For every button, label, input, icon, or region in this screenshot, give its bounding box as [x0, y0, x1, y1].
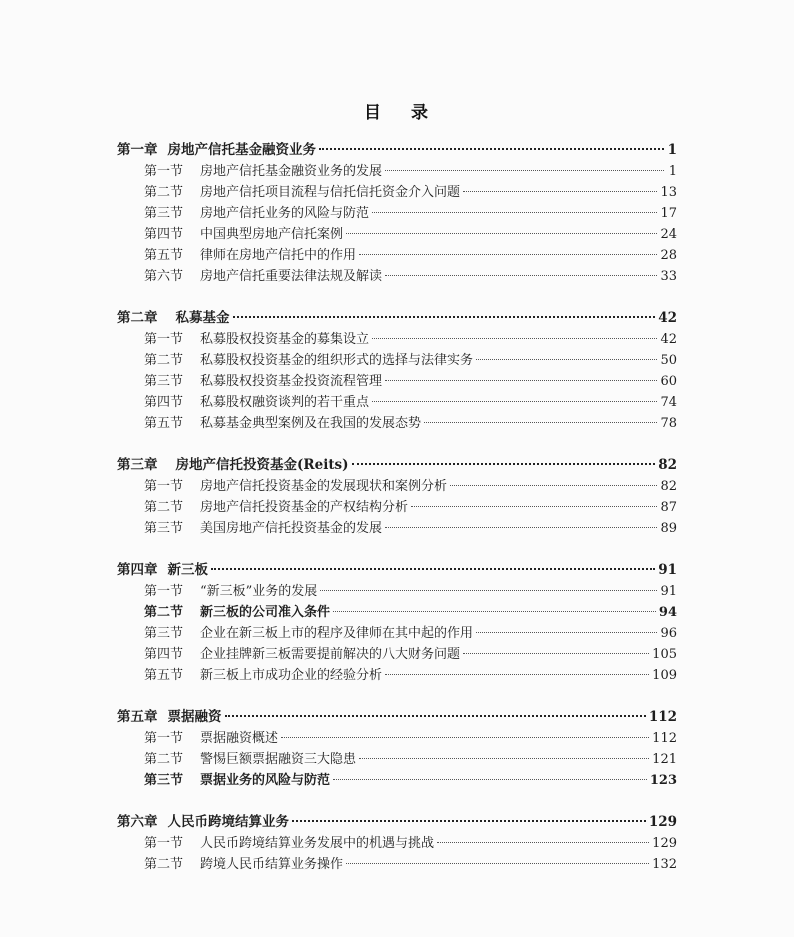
- toc-section-entry: [117, 392, 677, 413]
- toc-section-entry: [117, 665, 677, 686]
- dot-leader: [292, 820, 646, 822]
- toc-section-entry: [117, 182, 677, 203]
- page-number: 82: [660, 479, 677, 494]
- page-number: 112: [652, 731, 677, 746]
- toc-section-entry: [117, 224, 677, 245]
- section-label: 第一节: [144, 584, 184, 599]
- section-title: 私募基金典型案例及在我国的发展态势: [200, 416, 422, 431]
- section-label: 第六节: [144, 269, 184, 284]
- page-number: 89: [660, 521, 677, 536]
- chapter-label: 第六章: [117, 814, 158, 830]
- toc-section-entry: [117, 161, 677, 182]
- page-number: 105: [652, 647, 677, 662]
- section-label: 第二节: [144, 185, 184, 200]
- section-title: 房地产信托重要法律法规及解读: [200, 269, 383, 284]
- dot-leader: [463, 653, 649, 654]
- dot-leader: [463, 191, 657, 192]
- page-number: 17: [660, 206, 677, 221]
- table-of-contents: [117, 140, 677, 875]
- section-title: 私募股权融资谈判的若干重点: [200, 395, 370, 410]
- chapter-label: 第三章: [117, 457, 158, 473]
- page-number: 112: [648, 709, 677, 725]
- toc-chapter-entry: [117, 707, 677, 728]
- section-title: 新三板上市成功企业的经验分析: [200, 668, 383, 683]
- toc-section-entry: [117, 749, 677, 770]
- section-label: 第一节: [144, 164, 184, 179]
- chapter-title: 私募基金: [175, 310, 230, 326]
- page-number: 129: [648, 814, 677, 830]
- page-number: 1: [667, 142, 677, 158]
- page-number: 78: [660, 416, 677, 431]
- section-label: 第四节: [144, 227, 184, 242]
- toc-section-entry: [117, 329, 677, 350]
- section-label: 第二节: [144, 353, 184, 368]
- toc-section-entry: [117, 833, 677, 854]
- dot-leader: [320, 590, 657, 591]
- section-label: 第三节: [144, 374, 184, 389]
- page-number: 42: [660, 332, 677, 347]
- dot-leader: [333, 611, 656, 612]
- page-number: 123: [649, 773, 677, 788]
- chapter-title: 房地产信托基金融资业务: [167, 142, 316, 158]
- dot-leader: [225, 715, 646, 717]
- section-title: 警惕巨额票据融资三大隐患: [200, 752, 357, 767]
- dot-leader: [211, 568, 655, 570]
- section-label: 第三节: [144, 206, 184, 221]
- page-number: 121: [652, 752, 677, 767]
- section-label: 第四节: [144, 647, 184, 662]
- page-number: 91: [660, 584, 677, 599]
- section-title: 中国典型房地产信托案例: [200, 227, 344, 242]
- page-number: 94: [658, 605, 677, 620]
- dot-leader: [372, 401, 657, 402]
- page-title: [0, 98, 794, 123]
- page-number: 109: [652, 668, 677, 683]
- section-label: 第五节: [144, 668, 184, 683]
- section-title: “新三板”业务的发展: [200, 584, 318, 599]
- toc-section-entry: [117, 581, 677, 602]
- page-number: 87: [660, 500, 677, 515]
- section-label: 第五节: [144, 248, 184, 263]
- toc-section-entry: [117, 371, 677, 392]
- section-label: 第二节: [144, 752, 184, 767]
- dot-leader: [346, 233, 657, 234]
- dot-leader: [281, 737, 649, 738]
- dot-leader: [385, 380, 657, 381]
- toc-section-entry: [117, 245, 677, 266]
- dot-leader: [352, 463, 656, 465]
- dot-leader: [385, 170, 664, 171]
- page-number: 74: [660, 395, 677, 410]
- dot-leader: [333, 779, 647, 780]
- chapter-label: 第四章: [117, 562, 158, 578]
- section-label: 第五节: [144, 416, 184, 431]
- dot-leader: [424, 422, 657, 423]
- section-title: 私募股权投资基金的组织形式的选择与法律实务: [200, 353, 474, 368]
- dot-leader: [385, 527, 657, 528]
- dot-leader: [319, 148, 664, 150]
- chapter-label: 第二章: [117, 310, 158, 326]
- section-title: 私募股权投资基金的募集设立: [200, 332, 370, 347]
- section-label: 第三节: [144, 626, 184, 641]
- page-number: 33: [660, 269, 677, 284]
- section-title: 企业在新三板上市的程序及律师在其中起的作用: [200, 626, 474, 641]
- toc-chapter-entry: [117, 560, 677, 581]
- toc-section-entry: [117, 497, 677, 518]
- page-number: 82: [658, 457, 677, 473]
- section-label: 第一节: [144, 836, 184, 851]
- toc-section-entry: [117, 476, 677, 497]
- page-number: 91: [658, 562, 677, 578]
- page-number: 24: [660, 227, 677, 242]
- chapter-label: 第五章: [117, 709, 158, 725]
- section-title: 房地产信托投资基金的发展现状和案例分析: [200, 479, 448, 494]
- section-label: 第四节: [144, 395, 184, 410]
- section-label: 第一节: [144, 731, 184, 746]
- toc-section-entry: [117, 203, 677, 224]
- section-title: 票据业务的风险与防范: [200, 773, 331, 788]
- toc-chapter-entry: [117, 455, 677, 476]
- page-number: 28: [660, 248, 677, 263]
- dot-leader: [346, 863, 649, 864]
- title-char-right: 录: [411, 103, 430, 123]
- page-number: 129: [652, 836, 677, 851]
- toc-section-entry: [117, 518, 677, 539]
- section-label: 第一节: [144, 479, 184, 494]
- toc-chapter-entry: [117, 812, 677, 833]
- chapter-title: 票据融资: [167, 709, 222, 725]
- section-title: 跨境人民币结算业务操作: [200, 857, 344, 872]
- page-number: 96: [660, 626, 677, 641]
- toc-section-entry: [117, 770, 677, 791]
- chapter-label: 第一章: [117, 142, 158, 158]
- section-label: 第一节: [144, 332, 184, 347]
- title-char-left: 目: [364, 103, 383, 123]
- section-title: 房地产信托基金融资业务的发展: [200, 164, 383, 179]
- page-number: 60: [660, 374, 677, 389]
- page-number: 50: [660, 353, 677, 368]
- toc-section-entry: [117, 728, 677, 749]
- toc-section-entry: [117, 350, 677, 371]
- toc-chapter-entry: [117, 140, 677, 161]
- section-title: 新三板的公司准入条件: [200, 605, 331, 620]
- section-title: 企业挂牌新三板需要提前解决的八大财务问题: [200, 647, 461, 662]
- page-number: 1: [668, 164, 677, 179]
- dot-leader: [372, 212, 657, 213]
- toc-section-entry: [117, 266, 677, 287]
- section-title: 房地产信托项目流程与信托信托资金介入问题: [200, 185, 461, 200]
- section-title: 票据融资概述: [200, 731, 279, 746]
- dot-leader: [385, 674, 649, 675]
- dot-leader: [372, 338, 657, 339]
- section-label: 第二节: [144, 500, 184, 515]
- section-title: 私募股权投资基金投资流程管理: [200, 374, 383, 389]
- toc-section-entry: [117, 623, 677, 644]
- dot-leader: [233, 316, 656, 318]
- dot-leader: [437, 842, 649, 843]
- section-label: 第三节: [144, 521, 184, 536]
- chapter-title: 人民币跨境结算业务: [167, 814, 289, 830]
- section-label: 第二节: [144, 605, 184, 620]
- page-number: 132: [652, 857, 677, 872]
- dot-leader: [411, 506, 657, 507]
- toc-section-entry: [117, 602, 677, 623]
- dot-leader: [450, 485, 657, 486]
- page-number: 42: [658, 310, 677, 326]
- dot-leader: [359, 758, 649, 759]
- dot-leader: [476, 359, 657, 360]
- section-label: 第二节: [144, 857, 184, 872]
- page-number: 13: [660, 185, 677, 200]
- chapter-title: 新三板: [167, 562, 208, 578]
- toc-chapter-entry: [117, 308, 677, 329]
- toc-section-entry: [117, 413, 677, 434]
- section-title: 房地产信托业务的风险与防范: [200, 206, 370, 221]
- section-title: 人民币跨境结算业务发展中的机遇与挑战: [200, 836, 435, 851]
- section-title: 美国房地产信托投资基金的发展: [200, 521, 383, 536]
- section-title: 房地产信托投资基金的产权结构分析: [200, 500, 409, 515]
- section-label: 第三节: [144, 773, 184, 788]
- section-title: 律师在房地产信托中的作用: [200, 248, 357, 263]
- toc-section-entry: [117, 854, 677, 875]
- dot-leader: [385, 275, 657, 276]
- dot-leader: [359, 254, 657, 255]
- toc-section-entry: [117, 644, 677, 665]
- dot-leader: [476, 632, 657, 633]
- chapter-title: 房地产信托投资基金(Reits): [175, 457, 349, 473]
